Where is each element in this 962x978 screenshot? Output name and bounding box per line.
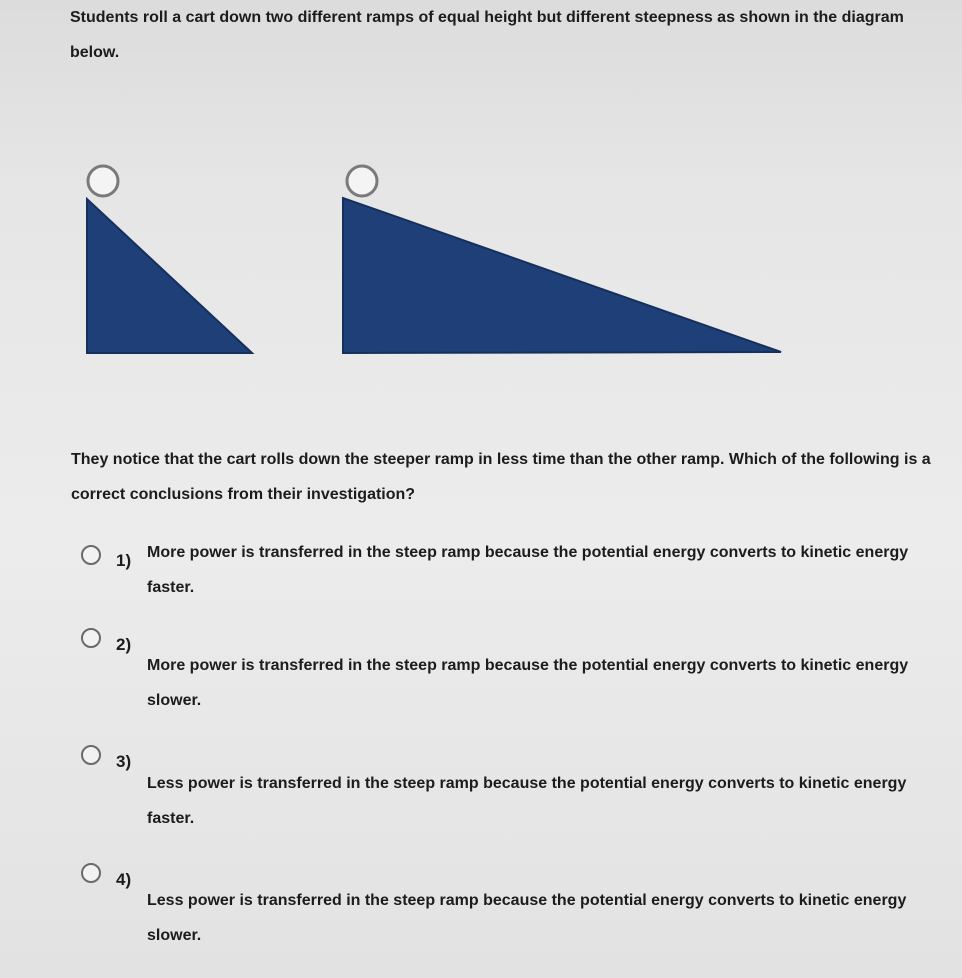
option-text: Less power is transferred in the steep ramp because the potential energy converts to kinetic energy faster. <box>147 775 907 827</box>
radio-button-option-3[interactable] <box>81 745 101 765</box>
option-text: Less power is transferred in the steep ramp because the potential energy converts to kinetic energy slower. <box>147 892 907 944</box>
option-text: More power is transferred in the steep ramp because the potential energy converts to kinetic energy faster. <box>147 544 909 596</box>
cart-on-gentle-ramp <box>347 166 377 196</box>
option-text: More power is transferred in the steep ramp because the potential energy converts to kinetic energy slower. <box>147 657 909 709</box>
option-number: 2) <box>116 635 132 654</box>
cart-on-steep-ramp <box>88 166 118 196</box>
answer-option-2[interactable] <box>0 623 962 733</box>
question-intro: Students roll a cart down two different ramps of equal height but different steepness as shown in the diagram below. <box>70 9 904 61</box>
ramp-diagram <box>0 0 962 420</box>
question-followup: They notice that the cart rolls down the steeper ramp in less time than the other ramp. Which of the following is a correct conclusions from their investigation? <box>71 451 931 503</box>
radio-button-option-4[interactable] <box>81 863 101 883</box>
answer-option-4[interactable] <box>0 858 962 968</box>
radio-button-option-2[interactable] <box>81 628 101 648</box>
steep-ramp <box>87 199 252 353</box>
gentle-ramp <box>343 198 781 353</box>
option-number: 3) <box>116 752 132 771</box>
answer-option-3[interactable] <box>0 740 962 850</box>
radio-button-option-1[interactable] <box>81 545 101 565</box>
option-number: 4) <box>116 870 132 889</box>
option-number: 1) <box>116 551 132 570</box>
